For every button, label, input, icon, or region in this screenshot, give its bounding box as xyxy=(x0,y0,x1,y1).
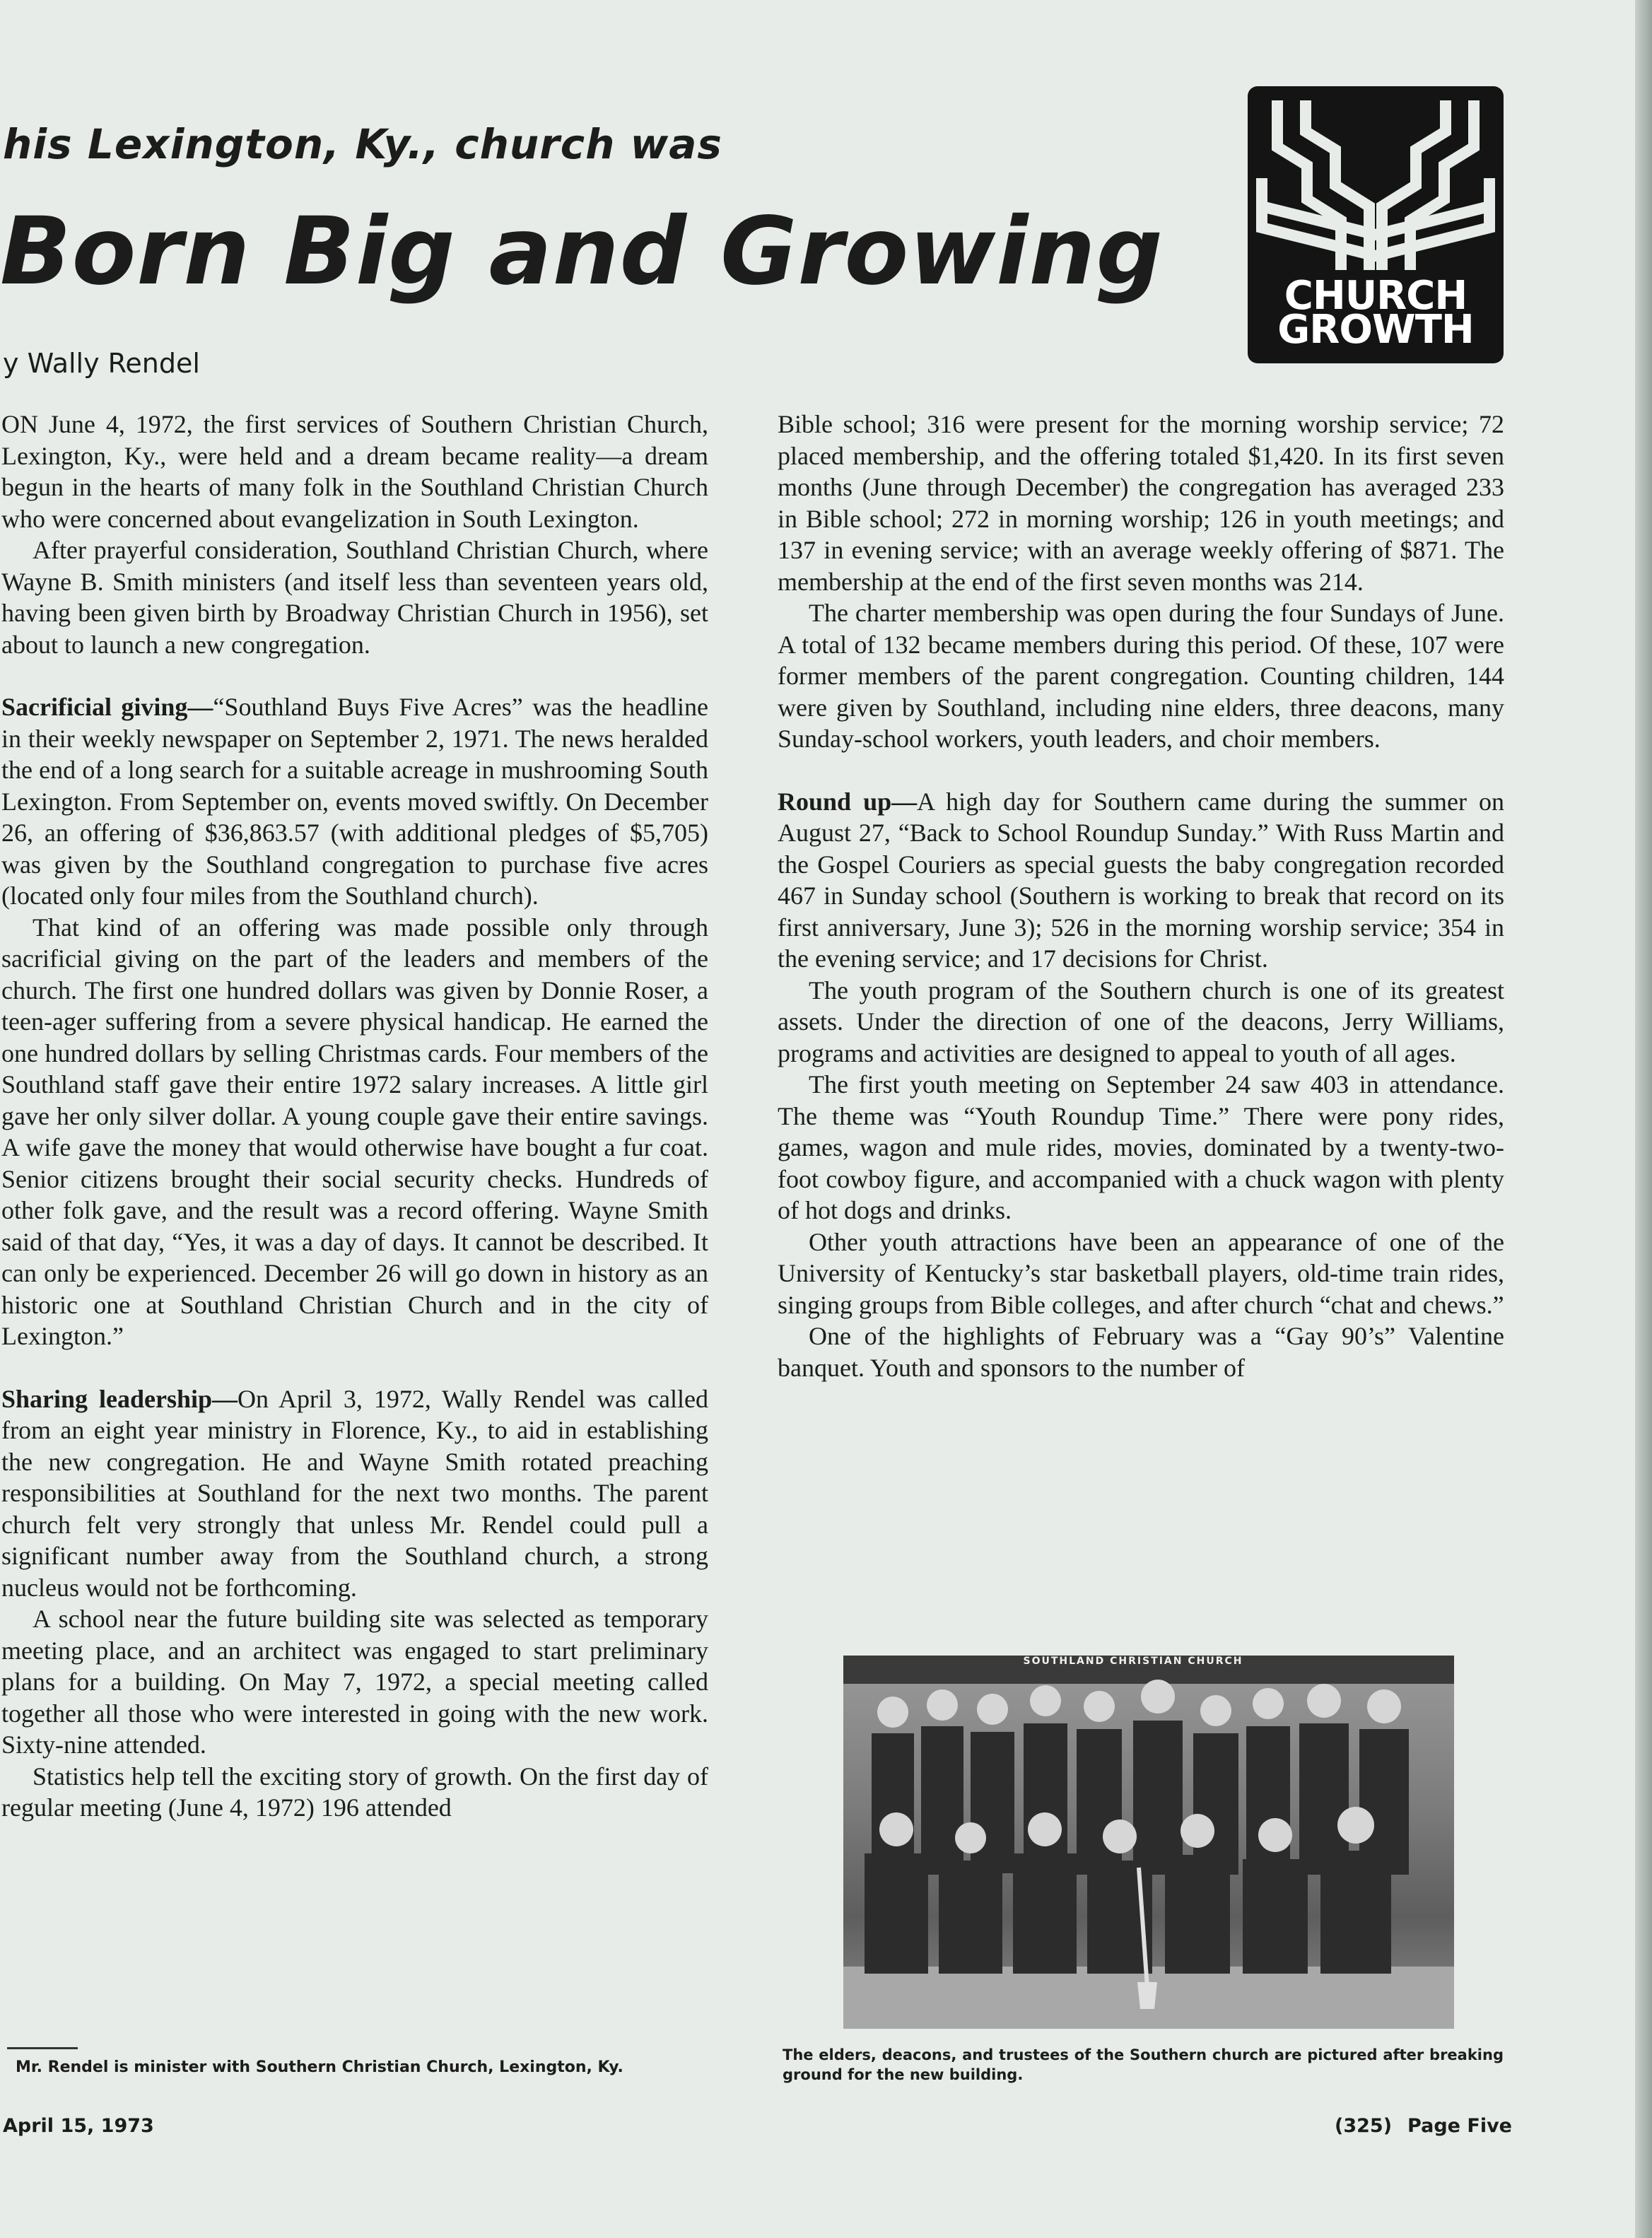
issue-date: April 15, 1973 xyxy=(3,2115,154,2137)
paragraph: Statistics help tell the exciting story of growth. On the first day of regular meeting (June 4, 1972) 196 attended xyxy=(1,1762,708,1822)
paragraph: ON June 4, 1972, the first services of Southern Christian Church, Lexington, Ky., were held and a dream became reality—a dream begun in the hearts of many folk in the Southland Christian Church who were concerned about evangelization in South Lexington. xyxy=(1,410,708,533)
paragraph: A school near the future building site was selected as temporary meeting place, and an architect was engaged to start preliminary plans for a building. On May 7, 1972, a special meeting called together all those who were interested in going with the new work. Sixty-nine attended. xyxy=(1,1605,708,1759)
group-photo-figures xyxy=(843,1656,1454,2029)
groundbreaking-photo xyxy=(843,1656,1454,2029)
paragraph: One of the highlights of February was a “Gay 90’s” Valentine banquet. Youth and sponsors to the number of xyxy=(778,1322,1504,1382)
section-heading-sacrificial-giving: Sacrificial giving— xyxy=(1,693,213,721)
page-edge-shadow xyxy=(1635,0,1652,2238)
paragraph: The charter membership was open during the four Sundays of June. A total of 132 became members during this period. Of these, 107 were former members of the parent congregation. Counting children, 144 were given by Southland, including nine elders, three deacons, many Sunday-school workers, youth leaders, and choir members. xyxy=(778,599,1504,753)
paragraph: Other youth attractions have been an appearance of one of the University of Kentucky’s star basketball players, old-time train rides, singing groups from Bible colleges, and after church “chat and chews.” xyxy=(778,1227,1504,1319)
logo-text-growth: GROWTH xyxy=(1277,307,1474,353)
paragraph: The youth program of the Southern church is one of its greatest assets. Under the direction of one of the deacons, Jerry Williams, programs and activities are designed to appeal to youth of all ages. xyxy=(778,976,1504,1067)
page-code: (325) xyxy=(1335,2115,1393,2137)
section-heading-round-up: Round up— xyxy=(778,787,918,816)
photo-caption: The elders, deacons, and trustees of the Southern church are pictured after breaking ground for the new building. xyxy=(783,2046,1504,2083)
section-heading-sharing-leadership: Sharing leadership— xyxy=(1,1384,238,1413)
page-number xyxy=(1335,2115,1512,2137)
footnote-divider xyxy=(7,2047,78,2049)
photo-sign-text: SOUTHLAND CHRISTIAN CHURCH xyxy=(1023,1656,1243,1667)
logo-text-church: CHURCH xyxy=(1284,273,1468,319)
page-label: Page Five xyxy=(1407,2115,1512,2137)
paragraph: “Southland Buys Five Acres” was the headline in their weekly newspaper on September 2, 1971. The news heralded the end of a long search for a suitable acreage in mushrooming South Lexington. From September on, events moved swiftly. On December 26, an offering of $36,863.57 (with additional pledges of $5,705) was given by the Southland congregation to purchase five acres (located only four miles from the Southland church). xyxy=(1,693,709,910)
article-column-left xyxy=(1,409,708,1824)
paragraph: A high day for Southern came during the summer on August 27, “Back to School Roundup Sunday.” With Russ Martin and the Gospel Couriers as special guests the baby congregation recorded 467 in Sunday school (Southern is working to break that record on its first anniversary, June 3); 526 in the morning worship service; 354 in the evening service; and 17 decisions for Christ. xyxy=(778,787,1504,973)
paragraph: On April 3, 1972, Wally Rendel was called from an eight year ministry in Florence, Ky., to aid in establishing the new congregation. He and Wayne Smith rotated preaching responsibilities at Southland for the next two months. The parent church felt very strongly that unless Mr. Rendel could pull a significant number away from the Southland church, a strong nucleus would not be forthcoming. xyxy=(1,1384,708,1602)
article-headline: Born Big and Growing xyxy=(0,197,1164,306)
article-column-right xyxy=(778,409,1504,1383)
paragraph: Bible school; 316 were present for the morning worship service; 72 placed membership, and the offering totaled $1,420. In its first seven months (June through December) the congregation has averaged 233 in Bible school; 272 in morning worship; 126 in youth meetings; and 137 in evening service; with an average weekly offering of $871. The membership at the end of the first seven months was 214. xyxy=(778,410,1504,596)
paragraph: The first youth meeting on September 24 saw 403 in attendance. The theme was “Youth Roundup Time.” There were pony rides, games, wagon and mule rides, movies, dominated by a twenty-two-foot cowboy figure, and accompanied with a chuck wagon with plenty of hot dogs and drinks. xyxy=(778,1070,1504,1224)
author-footnote: Mr. Rendel is minister with Southern Christian Church, Lexington, Ky. xyxy=(16,2058,623,2076)
church-growth-logo xyxy=(1248,86,1504,363)
article-kicker: his Lexington, Ky., church was xyxy=(3,120,722,168)
paragraph: That kind of an offering was made possible only through sacrificial giving on the part of the leaders and members of the church. The first one hundred dollars was given by Donnie Roser, a teen-ager suffering from a severe physical handicap. He earned the one hundred dollars by selling Christmas cards. Four members of the Southland staff gave their entire 1972 salary increases. A little girl gave her only silver dollar. A young couple gave their entire savings. A wife gave the money that would otherwise have bought a fur coat. Senior citizens brought their social security checks. Hundreds of other folk gave, and the result was a record offering. Wayne Smith said of that day, “Yes, it was a day of days. It cannot be described. It can only be experienced. December 26 will go down in history as an historic one at Southland Christian Church and in the city of Lexington.” xyxy=(1,913,708,1350)
paragraph: After prayerful consideration, Southland Christian Church, where Wayne B. Smith ministers (and itself less than seventeen years old, having been given birth by Broadway Christian Church in 1956), set about to launch a new congregation. xyxy=(1,536,708,659)
article-byline: y Wally Rendel xyxy=(3,348,200,379)
